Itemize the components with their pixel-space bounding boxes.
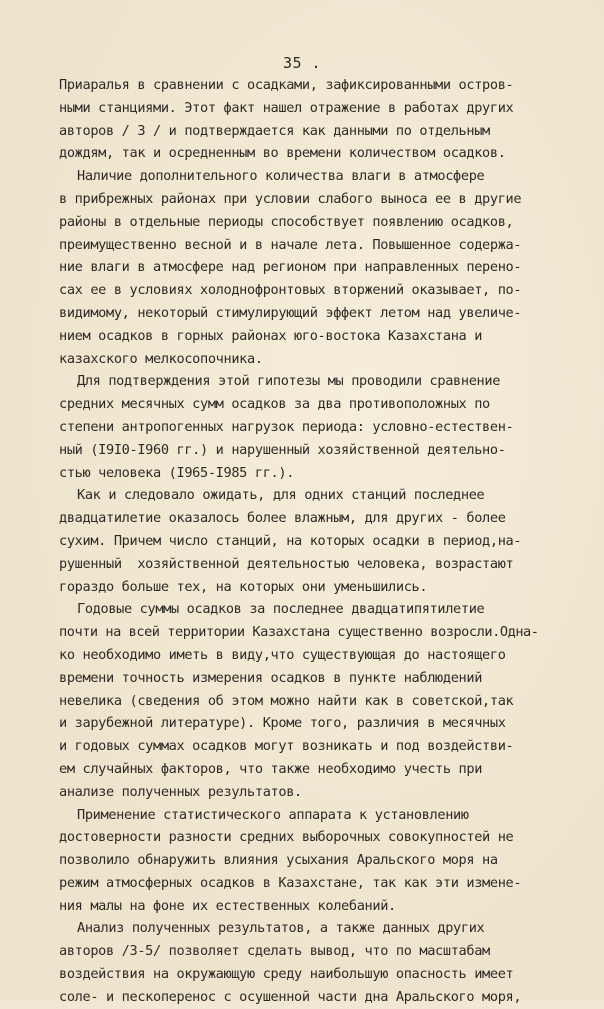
- text-line: Для подтверждения этой гипотезы мы проводили сравнение: [77, 373, 501, 390]
- text-line: ко необходимо иметь в виду,что существующая до настоящего: [59, 646, 506, 663]
- text-line: преимущественно весной и в начале лета. Повышенное содержа-: [59, 236, 522, 253]
- text-line: казахского мелкосопочника.: [59, 350, 263, 367]
- text-line: Наличие дополнительного количества влаги в атмосфере: [77, 168, 485, 185]
- text-line: Приаралья в сравнении с осадками, зафиксированными остров-: [59, 77, 514, 93]
- text-line: авторов / 3 / и подтверждается как данными по отдельным: [59, 122, 490, 139]
- text-line: нием осадков в горных районах юго-востока Казахстана и: [59, 327, 483, 344]
- text-line: степени антропогенных нагрузок периода: условно-естествен-: [59, 418, 514, 435]
- text-line: воздействия на окружающую среду наибольшую опасность имеет: [59, 966, 514, 983]
- text-line: средних месячных сумм осадков за два противоположных по: [59, 396, 490, 413]
- text-line: достоверности разности средних выборочных совокупностей не: [59, 829, 514, 846]
- text-line: районы в отдельные периоды способствует появлению осадков,: [59, 213, 514, 230]
- text-line: рушенный хозяйственной деятельностью человека, возрастают: [59, 555, 514, 572]
- text-line: в прибрежных районах при условии слабого выноса ее в другие: [59, 190, 522, 207]
- text-line: и годовых суммах осадков могут возникать и под воздействи-: [59, 738, 514, 755]
- page-number: 35 .: [282, 54, 322, 72]
- text-line: гораздо больше тех, на которых они уменьшились.: [59, 578, 428, 595]
- text-line: двадцатилетие оказалось более влажным, для других - более: [59, 510, 506, 527]
- text-line: соле- и пескоперенос с осушенной части дна Аральского моря,: [59, 988, 522, 1005]
- text-line: стью человека (I965-I985 гг.).: [59, 464, 295, 481]
- text-line: Анализ полученных результатов, а также данных других: [77, 920, 485, 937]
- text-line: ние влаги в атмосфере над регионом при направленных перено-: [59, 259, 522, 276]
- text-line: ем случайных факторов, что также необходимо учесть при: [59, 760, 483, 777]
- text-line: Годовые суммы осадков за последнее двадцатипятилетие: [77, 601, 485, 618]
- text-line: анализе полученных результатов.: [59, 783, 302, 800]
- text-line: авторов /3-5/ позволяет сделать вывод, что по масштабам: [59, 943, 490, 960]
- text-line: и зарубежной литературе). Кроме того, различия в месячных: [59, 715, 506, 732]
- text-line: сах ее в условиях холоднофронтовых вторжений оказывает, по-: [59, 282, 522, 299]
- text-line: ния малы на фоне их естественных колебаний.: [59, 897, 396, 914]
- text-line: Применение статистического аппарата к установлению: [77, 806, 469, 823]
- text-line: режим атмосферных осадков в Казахстане, так как эти измене-: [59, 874, 522, 891]
- text-line: видимому, некоторый стимулирующий эффект летом над увеличе-: [59, 304, 522, 321]
- text-line: почти на всей территории Казахстана существенно возросли.Одна-: [59, 624, 539, 641]
- text-line: сухим. Причем число станций, на которых осадки в период,на-: [59, 532, 522, 549]
- text-line: времени точность измерения осадков в пункте наблюдений: [59, 669, 483, 686]
- text-line: Как и следовало ожидать, для одних станций последнее: [77, 487, 485, 504]
- text-line: позволило обнаружить влияния усыхания Аральского моря на: [59, 852, 498, 869]
- text-line: ный (I9I0-I960 гг.) и нарушенный хозяйственной деятельно-: [59, 441, 506, 458]
- text-line: дождям, так и осредненным во времени количеством осадков.: [59, 145, 506, 162]
- body-text: [59, 74, 544, 1009]
- text-line: невелика (сведения об этом можно найти как в советской,так: [59, 692, 514, 709]
- text-line: ными станциями. Этот факт нашел отражение в работах других: [59, 99, 514, 116]
